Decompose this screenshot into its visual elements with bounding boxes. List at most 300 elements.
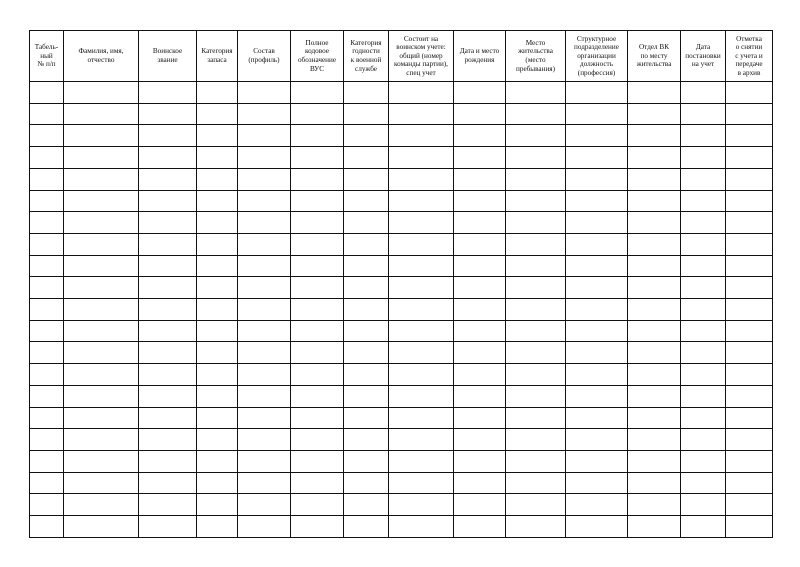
table-cell[interactable]	[64, 364, 139, 386]
table-cell[interactable]	[238, 472, 291, 494]
table-cell[interactable]	[30, 450, 64, 472]
table-cell[interactable]	[238, 103, 291, 125]
table-cell[interactable]	[30, 147, 64, 169]
table-cell[interactable]	[291, 147, 344, 169]
table-cell[interactable]	[681, 147, 726, 169]
table-cell[interactable]	[454, 299, 506, 321]
table-cell[interactable]	[139, 103, 197, 125]
table-cell[interactable]	[389, 190, 454, 212]
table-cell[interactable]	[681, 103, 726, 125]
table-cell[interactable]	[726, 364, 773, 386]
table-cell[interactable]	[139, 472, 197, 494]
table-cell[interactable]	[139, 364, 197, 386]
table-cell[interactable]	[681, 125, 726, 147]
table-cell[interactable]	[238, 82, 291, 104]
table-cell[interactable]	[238, 299, 291, 321]
table-cell[interactable]	[344, 299, 389, 321]
table-cell[interactable]	[238, 342, 291, 364]
table-cell[interactable]	[238, 429, 291, 451]
table-cell[interactable]	[506, 364, 566, 386]
table-cell[interactable]	[454, 103, 506, 125]
table-cell[interactable]	[344, 103, 389, 125]
table-cell[interactable]	[238, 516, 291, 538]
table-cell[interactable]	[628, 299, 681, 321]
table-cell[interactable]	[344, 277, 389, 299]
table-cell[interactable]	[197, 233, 238, 255]
table-cell[interactable]	[389, 103, 454, 125]
table-cell[interactable]	[197, 82, 238, 104]
table-cell[interactable]	[64, 147, 139, 169]
table-cell[interactable]	[344, 407, 389, 429]
table-cell[interactable]	[64, 407, 139, 429]
table-cell[interactable]	[726, 255, 773, 277]
table-row	[30, 494, 773, 516]
table-cell[interactable]	[64, 494, 139, 516]
table-cell[interactable]	[566, 516, 628, 538]
table-cell[interactable]	[454, 255, 506, 277]
table-cell[interactable]	[139, 342, 197, 364]
table-cell[interactable]	[506, 494, 566, 516]
table-cell[interactable]	[566, 320, 628, 342]
table-cell[interactable]	[197, 320, 238, 342]
table-cell[interactable]	[64, 277, 139, 299]
table-cell[interactable]	[389, 385, 454, 407]
table-cell[interactable]	[197, 190, 238, 212]
table-cell[interactable]	[344, 364, 389, 386]
table-cell[interactable]	[506, 277, 566, 299]
table-cell[interactable]	[726, 190, 773, 212]
table-cell[interactable]	[726, 212, 773, 234]
table-cell[interactable]	[681, 212, 726, 234]
table-cell[interactable]	[506, 233, 566, 255]
table-cell[interactable]	[139, 147, 197, 169]
table-cell[interactable]	[506, 147, 566, 169]
table-cell[interactable]	[389, 233, 454, 255]
table-cell[interactable]	[344, 168, 389, 190]
table-cell[interactable]	[389, 450, 454, 472]
table-cell[interactable]	[681, 450, 726, 472]
table-row	[30, 212, 773, 234]
table-cell[interactable]	[454, 168, 506, 190]
table-cell[interactable]	[506, 342, 566, 364]
table-cell[interactable]	[506, 299, 566, 321]
table-cell[interactable]	[344, 212, 389, 234]
table-cell[interactable]	[681, 299, 726, 321]
table-cell[interactable]	[628, 472, 681, 494]
table-cell[interactable]	[389, 516, 454, 538]
table-cell[interactable]	[726, 516, 773, 538]
table-cell[interactable]	[291, 299, 344, 321]
table-cell[interactable]	[628, 233, 681, 255]
table-cell[interactable]	[454, 233, 506, 255]
table-cell[interactable]	[238, 364, 291, 386]
table-cell[interactable]	[628, 364, 681, 386]
table-cell[interactable]	[238, 407, 291, 429]
table-cell[interactable]	[681, 320, 726, 342]
table-cell[interactable]	[30, 212, 64, 234]
table-cell[interactable]	[628, 516, 681, 538]
table-cell[interactable]	[681, 342, 726, 364]
table-cell[interactable]	[726, 147, 773, 169]
table-cell[interactable]	[64, 472, 139, 494]
table-cell[interactable]	[506, 429, 566, 451]
table-cell[interactable]	[566, 103, 628, 125]
table-cell[interactable]	[344, 320, 389, 342]
table-cell[interactable]	[389, 342, 454, 364]
table-cell[interactable]	[139, 233, 197, 255]
table-cell[interactable]	[628, 168, 681, 190]
table-cell[interactable]	[566, 277, 628, 299]
table-cell[interactable]	[566, 212, 628, 234]
table-cell[interactable]	[389, 82, 454, 104]
table-cell[interactable]	[726, 277, 773, 299]
table-cell[interactable]	[726, 450, 773, 472]
table-cell[interactable]	[681, 429, 726, 451]
table-cell[interactable]	[454, 320, 506, 342]
table-cell[interactable]	[291, 103, 344, 125]
table-cell[interactable]	[344, 494, 389, 516]
table-cell[interactable]	[726, 168, 773, 190]
table-cell[interactable]	[389, 147, 454, 169]
table-cell[interactable]	[628, 429, 681, 451]
table-cell[interactable]	[30, 277, 64, 299]
table-cell[interactable]	[566, 342, 628, 364]
table-cell[interactable]	[506, 450, 566, 472]
table-cell[interactable]	[566, 472, 628, 494]
table-cell[interactable]	[291, 212, 344, 234]
table-cell[interactable]	[628, 212, 681, 234]
table-cell[interactable]	[64, 233, 139, 255]
table-cell[interactable]	[454, 429, 506, 451]
table-cell[interactable]	[628, 385, 681, 407]
table-cell[interactable]	[681, 472, 726, 494]
table-cell[interactable]	[726, 299, 773, 321]
table-cell[interactable]	[726, 472, 773, 494]
table-cell[interactable]	[197, 494, 238, 516]
table-cell[interactable]	[30, 472, 64, 494]
table-cell[interactable]	[454, 125, 506, 147]
table-cell[interactable]	[726, 103, 773, 125]
table-cell[interactable]	[628, 82, 681, 104]
table-cell[interactable]	[506, 103, 566, 125]
table-cell[interactable]	[566, 429, 628, 451]
table-cell[interactable]	[726, 494, 773, 516]
table-cell[interactable]	[389, 364, 454, 386]
table-cell[interactable]	[238, 212, 291, 234]
table-cell[interactable]	[291, 450, 344, 472]
table-cell[interactable]	[30, 342, 64, 364]
table-cell[interactable]	[389, 320, 454, 342]
table-cell[interactable]	[197, 516, 238, 538]
table-cell[interactable]	[64, 342, 139, 364]
table-cell[interactable]	[64, 125, 139, 147]
table-cell[interactable]	[344, 516, 389, 538]
table-cell[interactable]	[389, 429, 454, 451]
table-cell[interactable]	[344, 385, 389, 407]
table-cell[interactable]	[139, 407, 197, 429]
table-cell[interactable]	[454, 472, 506, 494]
table-cell[interactable]	[344, 147, 389, 169]
table-cell[interactable]	[566, 190, 628, 212]
table-cell[interactable]	[197, 342, 238, 364]
table-cell[interactable]	[30, 255, 64, 277]
table-cell[interactable]	[64, 190, 139, 212]
table-cell[interactable]	[30, 168, 64, 190]
table-cell[interactable]	[454, 450, 506, 472]
table-cell[interactable]	[344, 190, 389, 212]
table-cell[interactable]	[454, 277, 506, 299]
table-cell[interactable]	[506, 125, 566, 147]
col-header-residence: Место жительства (место пребывания)	[506, 31, 566, 82]
table-cell[interactable]	[628, 277, 681, 299]
table-cell[interactable]	[344, 342, 389, 364]
table-cell[interactable]	[389, 407, 454, 429]
table-cell[interactable]	[197, 472, 238, 494]
table-cell[interactable]	[291, 255, 344, 277]
table-cell[interactable]	[726, 385, 773, 407]
table-cell[interactable]	[139, 429, 197, 451]
table-cell[interactable]	[238, 320, 291, 342]
table-cell[interactable]	[291, 125, 344, 147]
table-cell[interactable]	[139, 385, 197, 407]
table-cell[interactable]	[139, 190, 197, 212]
table-cell[interactable]	[139, 212, 197, 234]
table-cell[interactable]	[238, 277, 291, 299]
table-cell[interactable]	[238, 125, 291, 147]
table-cell[interactable]	[628, 450, 681, 472]
table-cell[interactable]	[291, 190, 344, 212]
table-cell[interactable]	[681, 364, 726, 386]
table-cell[interactable]	[291, 407, 344, 429]
table-cell[interactable]	[726, 407, 773, 429]
table-cell[interactable]	[291, 494, 344, 516]
table-cell[interactable]	[238, 385, 291, 407]
table-cell[interactable]	[681, 494, 726, 516]
table-cell[interactable]	[506, 168, 566, 190]
table-cell[interactable]	[628, 494, 681, 516]
table-cell[interactable]	[389, 212, 454, 234]
table-cell[interactable]	[197, 212, 238, 234]
table-cell[interactable]	[628, 407, 681, 429]
table-cell[interactable]	[454, 342, 506, 364]
table-cell[interactable]	[506, 516, 566, 538]
table-cell[interactable]	[291, 233, 344, 255]
table-cell[interactable]	[238, 190, 291, 212]
table-cell[interactable]	[389, 255, 454, 277]
table-cell[interactable]	[726, 342, 773, 364]
table-cell[interactable]	[628, 147, 681, 169]
table-cell[interactable]	[30, 103, 64, 125]
table-cell[interactable]	[566, 299, 628, 321]
table-cell[interactable]	[64, 212, 139, 234]
table-cell[interactable]	[454, 516, 506, 538]
table-cell[interactable]	[197, 168, 238, 190]
table-cell[interactable]	[197, 299, 238, 321]
table-cell[interactable]	[681, 516, 726, 538]
table-cell[interactable]	[238, 255, 291, 277]
table-cell[interactable]	[197, 429, 238, 451]
table-cell[interactable]	[566, 385, 628, 407]
table-cell[interactable]	[30, 385, 64, 407]
table-cell[interactable]	[344, 233, 389, 255]
table-cell[interactable]	[726, 429, 773, 451]
table-cell[interactable]	[197, 364, 238, 386]
table-cell[interactable]	[291, 320, 344, 342]
table-cell[interactable]	[681, 255, 726, 277]
table-cell[interactable]	[139, 255, 197, 277]
table-cell[interactable]	[454, 147, 506, 169]
table-cell[interactable]	[291, 364, 344, 386]
table-cell[interactable]	[506, 320, 566, 342]
table-cell[interactable]	[389, 494, 454, 516]
table-cell[interactable]	[197, 385, 238, 407]
table-cell[interactable]	[681, 277, 726, 299]
table-cell[interactable]	[566, 147, 628, 169]
table-cell[interactable]	[566, 168, 628, 190]
table-cell[interactable]	[64, 516, 139, 538]
table-cell[interactable]	[139, 450, 197, 472]
table-cell[interactable]	[64, 385, 139, 407]
table-cell[interactable]	[566, 233, 628, 255]
table-cell[interactable]	[506, 255, 566, 277]
table-cell[interactable]	[628, 342, 681, 364]
table-cell[interactable]	[726, 320, 773, 342]
table-cell[interactable]	[30, 429, 64, 451]
table-cell[interactable]	[139, 168, 197, 190]
table-cell[interactable]	[30, 320, 64, 342]
table-cell[interactable]	[139, 277, 197, 299]
table-cell[interactable]	[64, 450, 139, 472]
table-cell[interactable]	[726, 233, 773, 255]
table-cell[interactable]	[64, 103, 139, 125]
table-cell[interactable]	[291, 385, 344, 407]
table-cell[interactable]	[344, 429, 389, 451]
table-cell[interactable]	[681, 82, 726, 104]
table-cell[interactable]	[30, 407, 64, 429]
table-cell[interactable]	[506, 82, 566, 104]
table-cell[interactable]	[454, 364, 506, 386]
table-cell[interactable]	[197, 125, 238, 147]
table-cell[interactable]	[344, 125, 389, 147]
table-cell[interactable]	[291, 472, 344, 494]
table-cell[interactable]	[139, 516, 197, 538]
table-cell[interactable]	[64, 255, 139, 277]
table-cell[interactable]	[389, 168, 454, 190]
col-header-fitness-category: Категория годности к военной службе	[344, 31, 389, 82]
table-cell[interactable]	[389, 299, 454, 321]
table-cell[interactable]	[238, 450, 291, 472]
table-cell[interactable]	[454, 190, 506, 212]
table-cell[interactable]	[30, 494, 64, 516]
table-cell[interactable]	[506, 190, 566, 212]
table-cell[interactable]	[291, 516, 344, 538]
table-cell[interactable]	[291, 429, 344, 451]
table-cell[interactable]	[238, 147, 291, 169]
table-cell[interactable]	[566, 364, 628, 386]
table-cell[interactable]	[197, 255, 238, 277]
table-cell[interactable]	[566, 407, 628, 429]
table-cell[interactable]	[506, 472, 566, 494]
table-cell[interactable]	[454, 494, 506, 516]
table-cell[interactable]	[506, 407, 566, 429]
table-cell[interactable]	[139, 299, 197, 321]
table-cell[interactable]	[506, 385, 566, 407]
table-cell[interactable]	[30, 125, 64, 147]
table-cell[interactable]	[197, 407, 238, 429]
table-cell[interactable]	[139, 320, 197, 342]
table-cell[interactable]	[566, 450, 628, 472]
table-cell[interactable]	[344, 472, 389, 494]
table-cell[interactable]	[681, 190, 726, 212]
table-cell[interactable]	[628, 125, 681, 147]
table-cell[interactable]	[628, 255, 681, 277]
table-cell[interactable]	[197, 147, 238, 169]
table-cell[interactable]	[139, 125, 197, 147]
table-cell[interactable]	[30, 82, 64, 104]
table-cell[interactable]	[197, 277, 238, 299]
table-cell[interactable]	[197, 103, 238, 125]
table-cell[interactable]	[681, 233, 726, 255]
table-cell[interactable]	[628, 190, 681, 212]
table-cell[interactable]	[30, 299, 64, 321]
table-cell[interactable]	[344, 82, 389, 104]
table-cell[interactable]	[238, 494, 291, 516]
table-cell[interactable]	[139, 494, 197, 516]
table-cell[interactable]	[454, 82, 506, 104]
table-cell[interactable]	[389, 472, 454, 494]
table-cell[interactable]	[454, 407, 506, 429]
table-cell[interactable]	[291, 277, 344, 299]
table-cell[interactable]	[454, 212, 506, 234]
table-cell[interactable]	[389, 277, 454, 299]
table-cell[interactable]	[197, 450, 238, 472]
table-cell[interactable]	[681, 407, 726, 429]
table-cell[interactable]	[291, 342, 344, 364]
table-cell[interactable]	[726, 82, 773, 104]
table-cell[interactable]	[566, 125, 628, 147]
table-cell[interactable]	[566, 82, 628, 104]
table-cell[interactable]	[291, 168, 344, 190]
table-cell[interactable]	[506, 212, 566, 234]
table-cell[interactable]	[30, 364, 64, 386]
table-cell[interactable]	[681, 168, 726, 190]
table-cell[interactable]	[726, 125, 773, 147]
table-cell[interactable]	[238, 233, 291, 255]
table-cell[interactable]	[389, 125, 454, 147]
table-cell[interactable]	[238, 168, 291, 190]
table-cell[interactable]	[64, 320, 139, 342]
table-cell[interactable]	[628, 103, 681, 125]
table-cell[interactable]	[344, 450, 389, 472]
header-row	[30, 31, 773, 82]
table-cell[interactable]	[628, 320, 681, 342]
table-cell[interactable]	[681, 385, 726, 407]
table-cell[interactable]	[64, 82, 139, 104]
table-cell[interactable]	[30, 233, 64, 255]
table-cell[interactable]	[344, 255, 389, 277]
table-cell[interactable]	[64, 429, 139, 451]
table-cell[interactable]	[454, 385, 506, 407]
table-row	[30, 450, 773, 472]
table-cell[interactable]	[30, 190, 64, 212]
table-cell[interactable]	[64, 168, 139, 190]
table-cell[interactable]	[64, 299, 139, 321]
table-cell[interactable]	[291, 82, 344, 104]
table-cell[interactable]	[566, 494, 628, 516]
table-cell[interactable]	[566, 255, 628, 277]
table-cell[interactable]	[139, 82, 197, 104]
table-cell[interactable]	[30, 516, 64, 538]
